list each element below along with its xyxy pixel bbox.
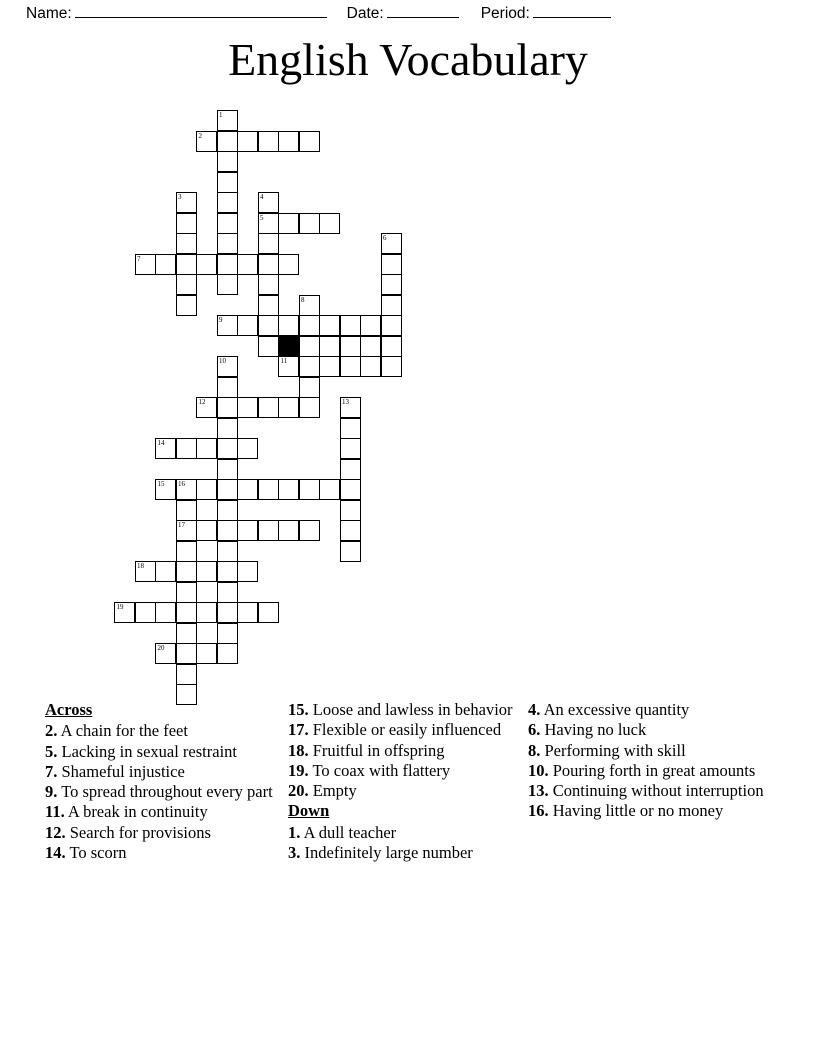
grid-cell[interactable] [217, 602, 238, 623]
grid-cell[interactable] [258, 192, 279, 213]
grid-cell[interactable] [299, 356, 320, 377]
grid-cell[interactable] [278, 356, 299, 377]
grid-cell[interactable] [278, 213, 299, 234]
clue-number: 6. [528, 720, 541, 740]
grid-cell[interactable] [217, 438, 238, 459]
grid-cell[interactable] [237, 438, 258, 459]
grid-cell[interactable] [176, 274, 197, 295]
grid-clue-number: 8 [301, 295, 305, 304]
page-title: English Vocabulary [228, 34, 588, 85]
grid-cell[interactable] [217, 192, 238, 213]
grid-cell[interactable] [217, 582, 238, 603]
grid-cell[interactable] [135, 602, 156, 623]
clue-item-down-8 [528, 741, 768, 761]
grid-cell[interactable] [319, 479, 340, 500]
clue-number: 14. [45, 842, 66, 862]
clue-text: Empty [308, 781, 357, 801]
clues-column-1 [45, 700, 283, 863]
grid-cell[interactable] [278, 520, 299, 541]
clue-item-down-10 [528, 761, 768, 781]
grid-cell[interactable] [360, 315, 381, 336]
grid-clue-number: 3 [178, 193, 182, 201]
clue-number: 1. [288, 822, 301, 842]
clue-item-across-15 [288, 700, 520, 720]
clue-item-down-6 [528, 720, 768, 740]
grid-cell[interactable] [217, 377, 238, 398]
grid-cell[interactable] [176, 500, 197, 521]
grid-cell[interactable] [278, 254, 299, 275]
grid-clue-number: 20 [157, 644, 165, 652]
clue-item-down-4 [528, 700, 768, 720]
grid-cell[interactable] [217, 459, 238, 480]
grid-cell[interactable] [278, 479, 299, 500]
grid-cell[interactable] [176, 479, 197, 500]
grid-cell[interactable] [299, 315, 320, 336]
clue-text: Performing with skill [540, 740, 686, 760]
grid-cell[interactable] [299, 131, 320, 152]
grid-cell[interactable] [217, 479, 238, 500]
grid-cell[interactable] [258, 213, 279, 234]
clue-item-across-7 [45, 762, 283, 782]
grid-clue-number: 17 [178, 521, 185, 529]
grid-cell[interactable] [237, 397, 258, 418]
grid-cell[interactable] [217, 520, 238, 541]
grid-cell[interactable] [299, 336, 320, 357]
clue-item-down-16 [528, 801, 768, 821]
clue-number: 15. [288, 700, 309, 719]
clue-text: Flexible or easily influenced [308, 720, 502, 740]
clue-number: 13. [528, 781, 549, 801]
grid-cell[interactable] [258, 602, 279, 623]
grid-cell[interactable] [196, 602, 217, 623]
clue-text: A dull teacher [300, 822, 397, 842]
grid-cell[interactable] [340, 438, 361, 459]
grid-cell[interactable] [114, 602, 135, 623]
grid-cell[interactable] [258, 520, 279, 541]
grid-cell[interactable] [217, 623, 238, 644]
clue-item-across-14 [45, 843, 283, 863]
clue-text: To coax with flattery [308, 760, 451, 780]
grid-cell[interactable] [299, 520, 320, 541]
grid-cell[interactable] [299, 213, 320, 234]
grid-clue-number: 1 [219, 111, 223, 119]
grid-cell[interactable] [155, 561, 176, 582]
grid-cell[interactable] [299, 397, 320, 418]
grid-cell[interactable] [217, 233, 238, 254]
grid-cell[interactable] [176, 561, 197, 582]
grid-cell[interactable] [176, 623, 197, 644]
grid-cell[interactable] [217, 500, 238, 521]
grid-cell[interactable] [360, 336, 381, 357]
clue-item-across-20 [288, 781, 520, 801]
clue-text: Continuing without interruption [548, 781, 764, 801]
grid-cell[interactable] [340, 459, 361, 480]
clue-item-across-19 [288, 761, 520, 781]
grid-cell[interactable] [381, 274, 402, 295]
grid-cell[interactable] [258, 336, 279, 357]
clue-text: To spread throughout every part [57, 782, 273, 802]
grid-cell[interactable] [217, 561, 238, 582]
grid-cell[interactable] [176, 664, 197, 685]
grid-cell[interactable] [319, 213, 340, 234]
clue-item-across-11 [45, 802, 283, 822]
grid-cell[interactable] [258, 479, 279, 500]
grid-cell[interactable] [155, 254, 176, 275]
clue-text: Fruitful in offspring [308, 740, 445, 760]
grid-cell[interactable] [217, 213, 238, 234]
grid-cell[interactable] [217, 397, 238, 418]
grid-cell[interactable] [381, 356, 402, 377]
grid-cell[interactable] [340, 541, 361, 562]
grid-cell[interactable] [340, 500, 361, 521]
clue-number: 3. [288, 842, 301, 862]
grid-cell[interactable] [319, 356, 340, 377]
grid-cell[interactable] [196, 479, 217, 500]
grid-clue-number: 15 [157, 480, 165, 488]
clue-number: 4. [528, 700, 541, 719]
grid-cell[interactable] [176, 233, 197, 254]
grid-cell[interactable] [319, 315, 340, 336]
grid-cell[interactable] [258, 131, 279, 152]
grid-cell[interactable] [319, 336, 340, 357]
grid-cell[interactable] [217, 151, 238, 172]
clue-text: Indefinitely large number [300, 842, 473, 862]
grid-cell[interactable] [381, 233, 402, 254]
clue-number: 11. [45, 802, 65, 822]
grid-cell[interactable] [196, 397, 217, 418]
grid-cell[interactable] [217, 418, 238, 439]
grid-clue-number: 14 [157, 439, 165, 447]
grid-cell[interactable] [258, 315, 279, 336]
grid-cell[interactable] [340, 418, 361, 439]
grid-cell[interactable] [196, 254, 217, 275]
grid-cell[interactable] [258, 295, 279, 316]
clue-item-across-9 [45, 782, 283, 802]
grid-cell[interactable] [258, 274, 279, 295]
grid-cell[interactable] [176, 541, 197, 562]
grid-cell[interactable] [176, 582, 197, 603]
grid-cell[interactable] [278, 397, 299, 418]
clue-number: 17. [288, 720, 309, 740]
clue-number: 8. [528, 740, 541, 760]
clues-column-3 [528, 700, 768, 822]
grid-clue-number: 12 [198, 398, 206, 406]
clue-number: 20. [288, 781, 309, 801]
grid-cell[interactable] [299, 295, 320, 316]
grid-cell[interactable] [340, 336, 361, 357]
clue-item-across-18 [288, 741, 520, 761]
clue-number: 18. [288, 740, 309, 760]
clue-item-across-5 [45, 742, 283, 762]
grid-cell[interactable] [176, 295, 197, 316]
period-label: Period: [480, 4, 530, 22]
grid-clue-number: 11 [280, 357, 288, 365]
grid-clue-number: 4 [260, 193, 264, 201]
down-heading: Down [288, 801, 330, 821]
grid-cell[interactable] [196, 131, 217, 152]
grid-cell[interactable] [360, 356, 381, 377]
grid-cell[interactable] [258, 233, 279, 254]
grid-cell[interactable] [237, 254, 258, 275]
clue-item-down-13 [528, 781, 768, 801]
clue-text: A chain for the feet [57, 721, 188, 741]
grid-cell[interactable] [237, 479, 258, 500]
grid-cell[interactable] [176, 254, 197, 275]
grid-cell[interactable] [217, 172, 238, 193]
clues-section [0, 700, 816, 950]
grid-clue-number: 6 [383, 234, 387, 242]
grid-cell[interactable] [299, 377, 320, 398]
clue-text: Having little or no money [548, 801, 724, 821]
grid-cell[interactable] [135, 561, 156, 582]
grid-cell[interactable] [217, 643, 238, 664]
grid-cell[interactable] [237, 520, 258, 541]
grid-cell[interactable] [381, 254, 402, 275]
grid-clue-number: 19 [116, 603, 124, 611]
grid-clue-number: 7 [137, 254, 141, 263]
clue-item-down-3 [288, 843, 520, 863]
clue-text: A break in continuity [64, 802, 208, 822]
clue-text: Lacking in sexual restraint [57, 741, 237, 761]
clue-number: 5. [45, 741, 58, 761]
clue-item-down-1 [288, 823, 520, 843]
grid-cell-blocked [278, 336, 299, 357]
grid-cell[interactable] [299, 479, 320, 500]
grid-cell[interactable] [217, 131, 238, 152]
clue-number: 16. [528, 801, 549, 821]
grid-cell[interactable] [176, 213, 197, 234]
grid-cell[interactable] [340, 356, 361, 377]
grid-cell[interactable] [381, 336, 402, 357]
grid-cell[interactable] [217, 541, 238, 562]
clue-item-across-12 [45, 823, 283, 843]
grid-cell[interactable] [217, 274, 238, 295]
clue-number: 12. [45, 822, 66, 842]
grid-cell[interactable] [217, 254, 238, 275]
clue-text: Shameful injustice [57, 761, 185, 781]
grid-cell[interactable] [340, 520, 361, 541]
grid-cell[interactable] [340, 315, 361, 336]
grid-clue-number: 18 [137, 562, 144, 570]
clue-number: 9. [45, 782, 58, 802]
clue-item-across-2 [45, 721, 283, 741]
grid-cell[interactable] [278, 315, 299, 336]
grid-cell[interactable] [340, 479, 361, 500]
grid-cell[interactable] [237, 561, 258, 582]
grid-clue-number: 16 [178, 480, 185, 488]
clue-text: Having no luck [540, 720, 647, 740]
grid-clue-number: 10 [219, 357, 226, 365]
grid-cell[interactable] [155, 602, 176, 623]
clue-number: 19. [288, 760, 309, 780]
grid-cell[interactable] [237, 602, 258, 623]
grid-cell[interactable] [155, 643, 176, 664]
clue-text: An excessive quantity [540, 700, 690, 719]
grid-cell[interactable] [217, 356, 238, 377]
clue-number: 7. [45, 761, 58, 781]
clue-text: Search for provisions [65, 822, 211, 842]
grid-cell[interactable] [237, 315, 258, 336]
grid-cell[interactable] [340, 397, 361, 418]
name-label: Name: [26, 4, 72, 22]
clue-text: Pouring forth in great amounts [548, 760, 756, 780]
grid-cell[interactable] [176, 643, 197, 664]
clue-item-across-17 [288, 720, 520, 740]
clue-text: Loose and lawless in behavior [308, 700, 513, 719]
grid-cell[interactable] [381, 315, 402, 336]
grid-cell[interactable] [135, 254, 156, 275]
grid-cell[interactable] [176, 520, 197, 541]
grid-cell[interactable] [196, 561, 217, 582]
grid-clue-number: 13 [342, 398, 349, 406]
date-label: Date: [346, 4, 384, 22]
grid-cell[interactable] [196, 643, 217, 664]
grid-cell[interactable] [176, 602, 197, 623]
grid-clue-number: 2 [198, 131, 202, 140]
grid-cell[interactable] [196, 438, 217, 459]
grid-cell[interactable] [217, 110, 238, 131]
clue-text: To scorn [65, 842, 127, 862]
grid-clue-number: 5 [260, 213, 264, 222]
clue-number: 10. [528, 760, 549, 780]
grid-cell[interactable] [258, 397, 279, 418]
across-heading: Across [45, 700, 93, 719]
clue-number: 2. [45, 721, 58, 741]
grid-cell[interactable] [237, 131, 258, 152]
grid-cell[interactable] [176, 438, 197, 459]
grid-cell[interactable] [258, 254, 279, 275]
grid-cell[interactable] [278, 131, 299, 152]
grid-cell[interactable] [381, 295, 402, 316]
grid-cell[interactable] [155, 479, 176, 500]
grid-cell[interactable] [196, 520, 217, 541]
grid-cell[interactable] [217, 315, 238, 336]
grid-cell[interactable] [176, 192, 197, 213]
grid-clue-number: 9 [219, 316, 223, 324]
grid-cell[interactable] [155, 438, 176, 459]
clues-column-2 [288, 700, 520, 863]
